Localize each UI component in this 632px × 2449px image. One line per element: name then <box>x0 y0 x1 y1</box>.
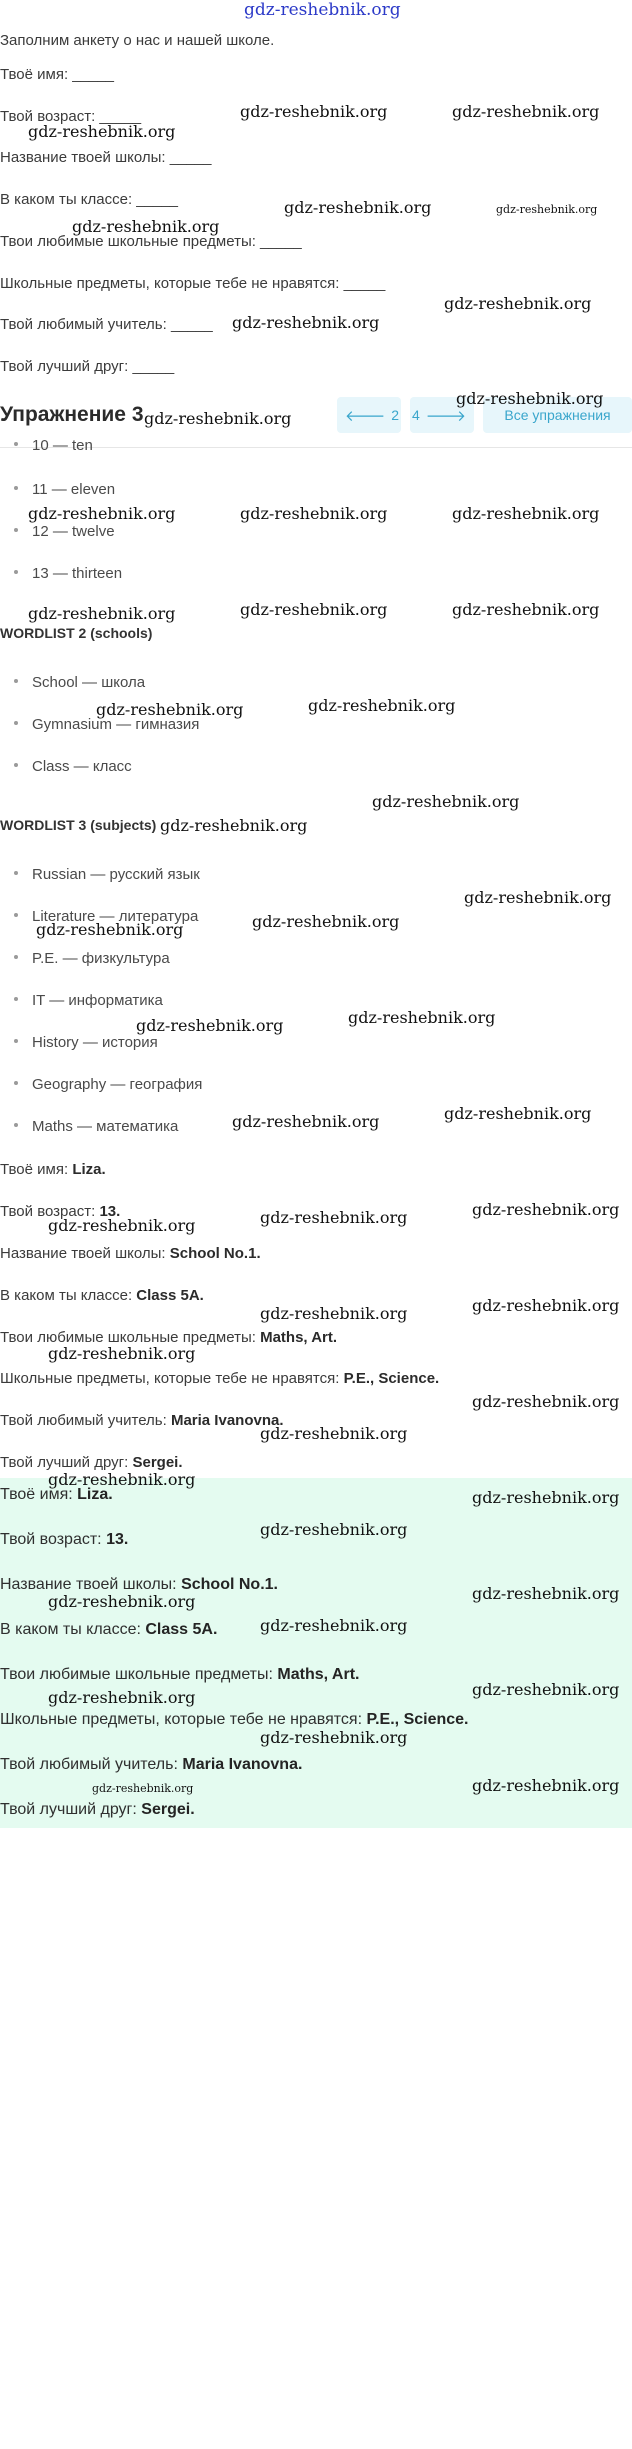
form-line-favorite-subjects: Твои любимые школьные предметы: _____ <box>0 233 302 250</box>
intro-text: Заполним анкету о нас и нашей школе. <box>0 32 275 49</box>
boxed-answer-disliked-subjects: Школьные предметы, которые тебе не нравятся: P.E., Science. <box>0 1711 469 1728</box>
watermark: gdz-reshebnik.org <box>252 912 400 931</box>
header-divider <box>0 447 632 448</box>
watermark: gdz-reshebnik.org <box>260 1728 408 1747</box>
list-item: P.E. — физкультура <box>14 950 170 967</box>
boxed-answer-class: В каком ты классе: Class 5A. <box>0 1621 218 1638</box>
watermark: gdz-reshebnik.org <box>472 1392 620 1411</box>
wordlist-2-title: WORDLIST 2 (schools) <box>0 625 153 641</box>
watermark: gdz-reshebnik.org <box>28 504 176 523</box>
watermark: gdz-reshebnik.org <box>456 389 604 408</box>
boxed-answer-school: Название твоей школы: School No.1. <box>0 1576 278 1593</box>
boxed-answer-friend: Твой лучший друг: Sergei. <box>0 1801 195 1818</box>
answer-age: Твой возраст: 13. <box>0 1203 121 1220</box>
list-item: IT — информатика <box>14 992 163 1009</box>
watermark: gdz-reshebnik.org <box>472 1584 620 1603</box>
watermark: gdz-reshebnik.org <box>260 1424 408 1443</box>
content-clip <box>0 437 632 2449</box>
list-item: 13 — thirteen <box>14 565 122 582</box>
watermark: gdz-reshebnik.org <box>452 504 600 523</box>
list-item: 11 — eleven <box>14 481 115 498</box>
watermark: gdz-reshebnik.org <box>48 1470 196 1489</box>
watermark: gdz-reshebnik.org <box>36 920 184 939</box>
watermark: gdz-reshebnik.org <box>472 1200 620 1219</box>
watermark: gdz-reshebnik.org <box>92 1782 194 1795</box>
watermark: gdz-reshebnik.org <box>160 816 308 835</box>
watermark: gdz-reshebnik.org <box>284 198 432 217</box>
watermark: gdz-reshebnik.org <box>308 696 456 715</box>
list-item: Gymnasium — гимназия <box>14 716 199 733</box>
arrow-right-icon: 🡒 <box>425 407 467 425</box>
form-line-school: Название твоей школы: _____ <box>0 149 212 166</box>
watermark: gdz-reshebnik.org <box>96 700 244 719</box>
watermark: gdz-reshebnik.org <box>48 1688 196 1707</box>
form-line-name: Твоё имя: _____ <box>0 66 115 83</box>
all-exercises-label: Все упражнения <box>504 407 611 423</box>
watermark: gdz-reshebnik.org <box>28 604 176 623</box>
watermark: gdz-reshebnik.org <box>48 1592 196 1611</box>
watermark: gdz-reshebnik.org <box>260 1520 408 1539</box>
boxed-answer-name: Твоё имя: Liza. <box>0 1486 113 1503</box>
watermark: gdz-reshebnik.org <box>496 203 598 216</box>
boxed-answer-favorite-subjects: Твои любимые школьные предметы: Maths, Art. <box>0 1666 360 1683</box>
list-item: 12 — twelve <box>14 523 115 540</box>
list-item: School — школа <box>14 674 145 691</box>
wordlist-3-title: WORDLIST 3 (subjects) <box>0 817 157 833</box>
watermark: gdz-reshebnik.org <box>136 1016 284 1035</box>
watermark: gdz-reshebnik.org <box>444 294 592 313</box>
watermark: gdz-reshebnik.org <box>472 1488 620 1507</box>
answer-disliked-subjects: Школьные предметы, которые тебе не нравятся: P.E., Science. <box>0 1370 440 1387</box>
form-line-disliked-subjects: Школьные предметы, которые тебе не нравятся: _____ <box>0 275 386 292</box>
watermark: gdz-reshebnik.org <box>240 600 388 619</box>
site-link[interactable]: gdz-reshebnik.org <box>244 0 401 20</box>
watermark: gdz-reshebnik.org <box>48 1344 196 1363</box>
list-item: Class — класс <box>14 758 132 775</box>
watermark: gdz-reshebnik.org <box>464 888 612 907</box>
list-item: Literature — литература <box>14 908 198 925</box>
watermark: gdz-reshebnik.org <box>372 792 520 811</box>
watermark: gdz-reshebnik.org <box>348 1008 496 1027</box>
list-item: Russian — русский язык <box>14 866 200 883</box>
watermark: gdz-reshebnik.org <box>28 122 176 141</box>
next-exercise-label: 4 <box>411 407 420 423</box>
watermark: gdz-reshebnik.org <box>260 1616 408 1635</box>
watermark: gdz-reshebnik.org <box>232 313 380 332</box>
form-line-teacher: Твой любимый учитель: _____ <box>0 316 213 333</box>
form-line-friend: Твой лучший друг: _____ <box>0 358 175 375</box>
boxed-answer-age: Твой возраст: 13. <box>0 1531 129 1548</box>
watermark: gdz-reshebnik.org <box>240 102 388 121</box>
answer-name: Твоё имя: Liza. <box>0 1161 106 1178</box>
watermark: gdz-reshebnik.org <box>452 600 600 619</box>
list-item: Geography — география <box>14 1076 202 1093</box>
watermark: gdz-reshebnik.org <box>144 409 292 428</box>
list-item: 10 — ten <box>14 437 93 454</box>
watermark: gdz-reshebnik.org <box>48 1216 196 1235</box>
watermark: gdz-reshebnik.org <box>72 217 220 236</box>
watermark: gdz-reshebnik.org <box>232 1112 380 1131</box>
answer-school: Название твоей школы: School No.1. <box>0 1245 261 1262</box>
arrow-left-icon: 🡐 <box>344 407 386 425</box>
watermark: gdz-reshebnik.org <box>260 1208 408 1227</box>
page-title: Упражнение 3 <box>0 403 144 426</box>
watermark: gdz-reshebnik.org <box>472 1680 620 1699</box>
watermark: gdz-reshebnik.org <box>452 102 600 121</box>
prev-exercise-label: 2 <box>391 407 400 423</box>
watermark: gdz-reshebnik.org <box>472 1776 620 1795</box>
form-line-age: Твой возраст: _____ <box>0 108 142 125</box>
answer-teacher: Твой любимый учитель: Maria Ivanovna. <box>0 1412 284 1429</box>
list-item: History — история <box>14 1034 158 1051</box>
watermark: gdz-reshebnik.org <box>260 1304 408 1323</box>
form-line-class: В каком ты классе: _____ <box>0 191 178 208</box>
prev-exercise-button[interactable] <box>337 397 401 433</box>
watermark: gdz-reshebnik.org <box>444 1104 592 1123</box>
list-item: Maths — математика <box>14 1118 178 1135</box>
answer-favorite-subjects: Твои любимые школьные предметы: Maths, Art. <box>0 1329 338 1346</box>
watermark: gdz-reshebnik.org <box>240 504 388 523</box>
answer-class: В каком ты классе: Class 5A. <box>0 1287 204 1304</box>
answer-friend: Твой лучший друг: Sergei. <box>0 1454 183 1471</box>
boxed-answer-teacher: Твой любимый учитель: Maria Ivanovna. <box>0 1756 303 1773</box>
watermark: gdz-reshebnik.org <box>472 1296 620 1315</box>
